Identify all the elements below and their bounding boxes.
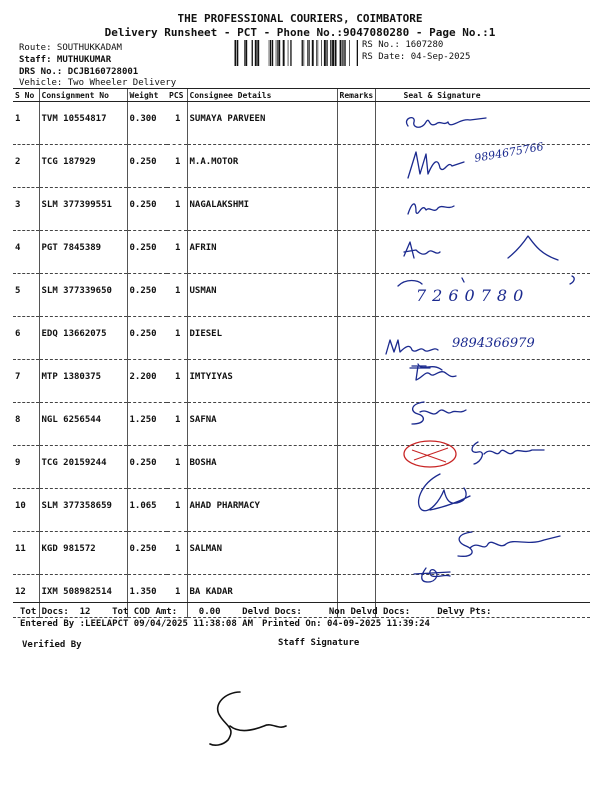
- cell-remarks: [337, 231, 375, 274]
- signature-11: [448, 528, 568, 566]
- entered-by: Entered By :LEELAPCT 09/04/2025 11:38:08 AM: [20, 619, 253, 629]
- barcode-bar: [318, 40, 319, 66]
- barcode-bar: [304, 40, 305, 66]
- cell-weight: 0.250: [127, 317, 167, 360]
- cell-sno: 11: [13, 532, 39, 575]
- barcode-bar: [288, 40, 289, 66]
- table-row: [13, 489, 590, 532]
- barcode-bar: [277, 40, 278, 66]
- cell-sno: 6: [13, 317, 39, 360]
- cell-weight: 0.250: [127, 274, 167, 317]
- cell-weight: 0.300: [127, 102, 167, 145]
- signature-1: [400, 108, 510, 142]
- barcode-bar: [257, 40, 259, 66]
- cell-sno: 3: [13, 188, 39, 231]
- cell-consignee: BA KADAR: [187, 575, 337, 618]
- cell-pcs: 1: [167, 274, 187, 317]
- cell-consignment-no: MTP 1380375: [39, 360, 127, 403]
- barcode-bar: [335, 40, 337, 66]
- barcode-bar: [244, 40, 245, 66]
- rs-number: RS No.: 1607280: [362, 40, 444, 50]
- runsheet-subtitle: Delivery Runsheet - PCT - Phone No.:9047080280 - Page No.:1: [104, 26, 496, 39]
- cell-seal-signature: [375, 489, 590, 532]
- company-title: THE PROFESSIONAL COURIERS, COIMBATORE: [177, 12, 423, 25]
- signature-7b: [406, 360, 466, 388]
- barcode-bar: [345, 40, 346, 66]
- barcode-bar: [340, 40, 342, 66]
- barcode-bar: [357, 40, 358, 66]
- barcode-bar: [283, 40, 285, 66]
- cell-remarks: [337, 188, 375, 231]
- signature-5: [392, 270, 582, 314]
- cell-remarks: [337, 403, 375, 446]
- cell-consignment-no: IXM 508982514: [39, 575, 127, 618]
- col-consignment: Consignment No: [39, 89, 127, 102]
- cell-sno: 2: [13, 145, 39, 188]
- cell-consignment-no: SLM 377399551: [39, 188, 127, 231]
- barcode-bar: [237, 40, 238, 66]
- cell-consignment-no: SLM 377339650: [39, 274, 127, 317]
- cell-sno: 9: [13, 446, 39, 489]
- barcode-bar: [326, 40, 327, 66]
- cell-sno: 8: [13, 403, 39, 446]
- cell-weight: 1.065: [127, 489, 167, 532]
- cell-consignee: AHAD PHARMACY: [187, 489, 337, 532]
- rs-date: RS Date: 04-Sep-2025: [362, 52, 471, 62]
- col-remarks: Remarks: [337, 89, 375, 102]
- cell-consignment-no: TCG 20159244: [39, 446, 127, 489]
- col-consignee: Consignee Details: [187, 89, 337, 102]
- barcode-bar: [349, 40, 350, 66]
- cell-consignment-no: TVM 10554817: [39, 102, 127, 145]
- barcode-bar: [278, 40, 280, 66]
- col-pcs: PCS: [167, 89, 187, 102]
- barcode-bar: [290, 40, 291, 66]
- cell-consignee: SAFNA: [187, 403, 337, 446]
- cell-weight: 2.200: [127, 360, 167, 403]
- totals-line: Tot Docs: 12 Tot COD Amt: 0.00 Delvd Docs: Non Delvd Docs: Delvy Pts:: [20, 607, 492, 617]
- cell-sno: 1: [13, 102, 39, 145]
- staff-label: Staff: MUTHUKUMAR: [19, 55, 112, 65]
- cell-sno: 5: [13, 274, 39, 317]
- cell-consignee: M.A.MOTOR: [187, 145, 337, 188]
- footer-divider: [13, 602, 590, 603]
- handwritten-phone-7: 9894366979: [452, 336, 535, 351]
- cell-remarks: [337, 102, 375, 145]
- printed-on: Printed On: 04-09-2025 11:39:24: [262, 619, 430, 629]
- signature-2: [404, 140, 584, 194]
- col-seal-signature: Seal & Signature: [375, 89, 590, 102]
- barcode-bar: [272, 40, 273, 66]
- cell-pcs: 1: [167, 188, 187, 231]
- vehicle-label: Vehicle: Two Wheeler Delivery: [19, 78, 177, 88]
- cell-weight: 0.250: [127, 532, 167, 575]
- barcode-bar: [332, 40, 334, 66]
- barcode-bar: [255, 40, 257, 66]
- signature-10: [410, 470, 480, 524]
- cell-consignment-no: TCG 187929: [39, 145, 127, 188]
- cell-remarks: [337, 317, 375, 360]
- signature-3: [404, 192, 464, 226]
- cell-consignee: IMTYIYAS: [187, 360, 337, 403]
- cell-remarks: [337, 532, 375, 575]
- cell-consignee: NAGALAKSHMI: [187, 188, 337, 231]
- cell-consignment-no: PGT 7845389: [39, 231, 127, 274]
- barcode-bar: [235, 40, 237, 66]
- cell-consignee: DIESEL: [187, 317, 337, 360]
- barcode-bar: [269, 40, 270, 66]
- cell-pcs: 1: [167, 532, 187, 575]
- cell-remarks: [337, 360, 375, 403]
- barcode-bar: [324, 40, 326, 66]
- barcode-bar: [330, 40, 331, 66]
- col-weight: Weight: [127, 89, 167, 102]
- cell-remarks: [337, 489, 375, 532]
- cell-sno: 4: [13, 231, 39, 274]
- col-sno: S No: [13, 89, 39, 102]
- cell-sno: 12: [13, 575, 39, 618]
- cell-weight: 0.250: [127, 145, 167, 188]
- cell-consignment-no: KGD 981572: [39, 532, 127, 575]
- staff-signature: [200, 686, 320, 760]
- cell-sno: 10: [13, 489, 39, 532]
- drs-number: DRS No.: DCJB160728001: [19, 67, 139, 77]
- cell-consignee: SALMAN: [187, 532, 337, 575]
- cell-weight: 1.250: [127, 403, 167, 446]
- barcode-bar: [276, 40, 277, 66]
- cell-consignment-no: NGL 6256544: [39, 403, 127, 446]
- verified-by-label: Verified By: [22, 640, 82, 650]
- route-label: Route: SOUTHUKKADAM: [19, 43, 122, 53]
- cell-pcs: 1: [167, 145, 187, 188]
- signature-8: [404, 398, 474, 432]
- cell-pcs: 1: [167, 575, 187, 618]
- barcode-bar: [245, 40, 247, 66]
- cell-pcs: 1: [167, 446, 187, 489]
- cell-pcs: 1: [167, 403, 187, 446]
- cell-remarks: [337, 145, 375, 188]
- barcode-bar: [302, 40, 303, 66]
- cell-consignee: USMAN: [187, 274, 337, 317]
- cell-weight: 0.250: [127, 188, 167, 231]
- barcode-bar: [312, 40, 314, 66]
- cell-pcs: 1: [167, 317, 187, 360]
- cell-pcs: 1: [167, 231, 187, 274]
- barcode-bar: [252, 40, 253, 66]
- cell-sno: 7: [13, 360, 39, 403]
- cell-consignee: BOSHA: [187, 446, 337, 489]
- cell-pcs: 1: [167, 489, 187, 532]
- barcode-bar: [342, 40, 343, 66]
- barcode-bar: [316, 40, 317, 66]
- barcode-bar: [309, 40, 310, 66]
- handwritten-number-5: 7260780: [416, 286, 530, 305]
- barcode-graphic: [232, 40, 358, 66]
- barcode-bar: [307, 40, 308, 66]
- cell-pcs: 1: [167, 102, 187, 145]
- cell-consignment-no: EDQ 13662075: [39, 317, 127, 360]
- handwritten-phone-1: 9894675766: [473, 140, 545, 165]
- staff-signature-label: Staff Signature: [278, 638, 360, 648]
- barcode-bar: [270, 40, 271, 66]
- cell-remarks: [337, 446, 375, 489]
- table-header-row: [13, 89, 590, 102]
- cell-remarks: [337, 274, 375, 317]
- barcode-bar: [321, 40, 322, 66]
- cell-consignee: SUMAYA PARVEEN: [187, 102, 337, 145]
- cell-consignment-no: SLM 377358659: [39, 489, 127, 532]
- cell-pcs: 1: [167, 360, 187, 403]
- barcode-bar: [343, 40, 344, 66]
- signature-12: [410, 562, 470, 592]
- cell-weight: 1.350: [127, 575, 167, 618]
- cell-consignee: AFRIN: [187, 231, 337, 274]
- cell-weight: 0.250: [127, 446, 167, 489]
- cell-weight: 0.250: [127, 231, 167, 274]
